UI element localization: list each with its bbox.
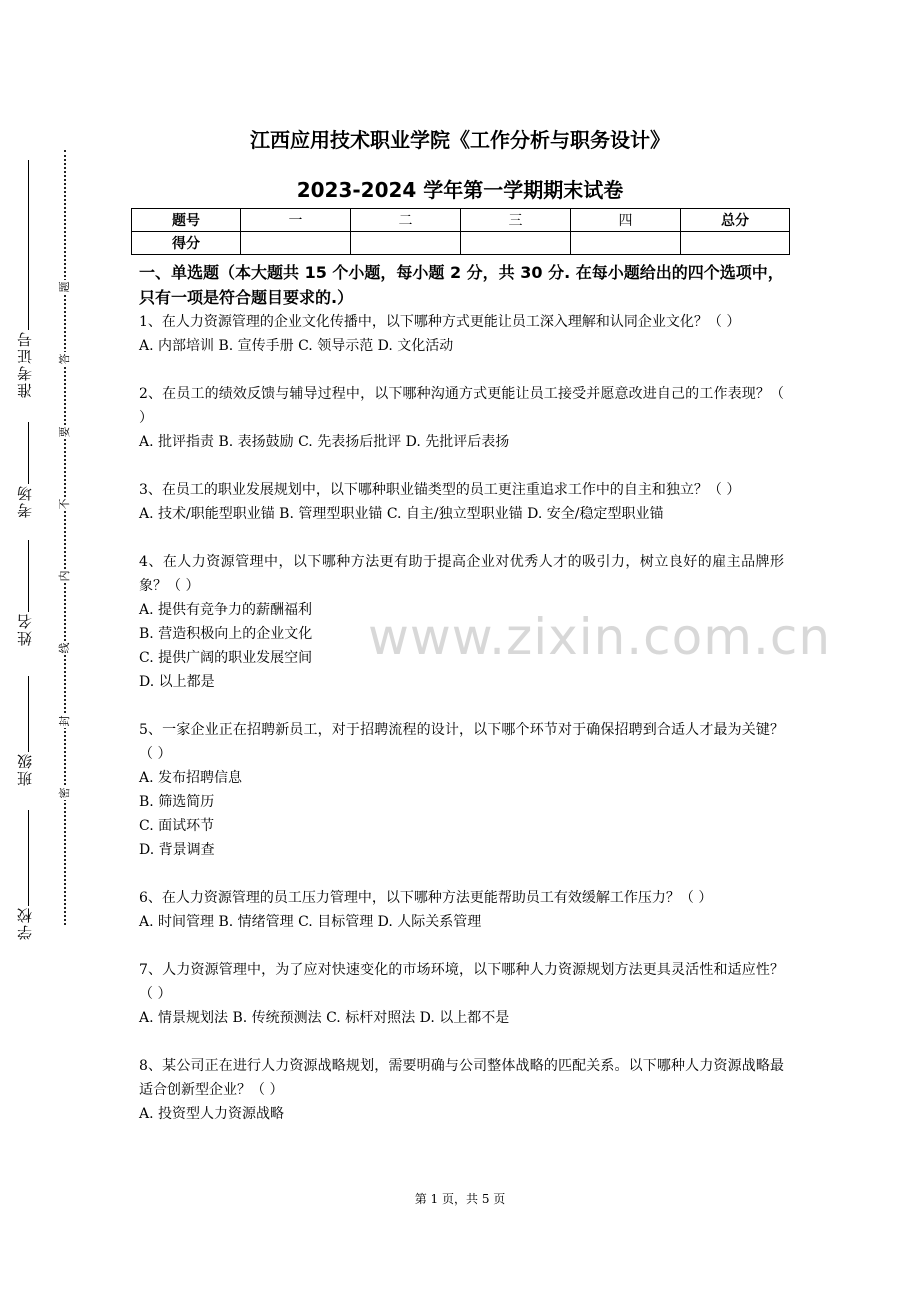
exam-number-label: 准考证号 <box>16 330 34 398</box>
question-stem: 7、人力资源管理中，为了应对快速变化的市场环境，以下哪种人力资源规划方法更具灵活性和适应性？（ ） <box>139 962 784 1002</box>
score-cell[interactable] <box>241 232 351 255</box>
question <box>139 718 784 862</box>
seal-word: 封 <box>58 715 71 727</box>
exam-title: 江西应用技术职业学院《工作分析与职务设计》 <box>250 128 670 152</box>
question-stem: 2、在员工的绩效反馈与辅导过程中，以下哪种沟通方式更能让员工接受并愿意改进自己的工作表现？（ ） <box>139 386 784 426</box>
seal-word: 内 <box>58 570 71 582</box>
score-cell[interactable] <box>681 232 790 255</box>
seal-word: 题 <box>58 281 71 293</box>
question-stem: 4、在人力资源管理中，以下哪种方法更有助于提高企业对优秀人才的吸引力，树立良好的雇主品牌形象？（ ） <box>139 554 784 594</box>
page-footer: 第 1 页，共 5 页 <box>414 1192 506 1206</box>
class-field[interactable] <box>14 676 35 786</box>
score-table-header-row <box>132 209 790 232</box>
question <box>139 382 784 454</box>
seal-word: 线 <box>58 642 71 654</box>
class-underline <box>28 676 29 752</box>
school-label: 学校 <box>16 906 34 940</box>
question-options: A. 时间管理 B. 情绪管理 C. 目标管理 D. 人际关系管理 <box>139 914 482 930</box>
question-stem: 1、在人力资源管理的企业文化传播中，以下哪种方式更能让员工深入理解和认同企业文化？（ ） <box>139 314 741 330</box>
seal-word: 要 <box>58 426 71 438</box>
class-label: 班级 <box>16 752 34 786</box>
exam-subtitle: 2023-2024 学年第一学期期末试卷 <box>296 178 624 202</box>
score-table-score-row <box>132 232 790 255</box>
question-option: A. 发布招聘信息 <box>139 770 243 786</box>
school-field[interactable] <box>14 810 35 940</box>
question-stem: 3、在员工的职业发展规划中，以下哪种职业锚类型的员工更注重追求工作中的自主和独立？（ ） <box>139 482 741 498</box>
school-underline <box>28 810 29 906</box>
exam-room-underline <box>28 422 29 484</box>
question-options: A. 批评指责 B. 表扬鼓励 C. 先表扬后批评 D. 先批评后表扬 <box>139 434 510 450</box>
header-cell: 三 <box>461 209 571 232</box>
score-cell[interactable] <box>461 232 571 255</box>
question <box>139 478 784 526</box>
exam-room-label: 考场 <box>16 484 34 518</box>
section-heading: 一、单选题（本大题共 15 个小题，每小题 2 分，共 30 分. 在每小题给出的四个选项中，只有一项是符合题目要求的.） <box>139 263 784 307</box>
question-options: A. 内部培训 B. 宣传手册 C. 领导示范 D. 文化活动 <box>139 338 454 354</box>
binding-seal-words <box>58 280 72 800</box>
question-option: C. 面试环节 <box>139 818 215 834</box>
watermark: www.zixin.com.cn <box>368 608 832 666</box>
question <box>139 958 784 1030</box>
name-label: 姓名 <box>16 612 34 646</box>
question <box>139 550 784 694</box>
exam-room-field[interactable] <box>14 422 35 518</box>
header-cell: 总分 <box>681 209 790 232</box>
question-stem: 8、某公司正在进行人力资源战略规划，需要明确与公司整体战略的匹配关系。以下哪种人力资源战略最适合创新型企业？（ ） <box>139 1058 784 1098</box>
question <box>139 886 784 934</box>
question <box>139 1054 784 1126</box>
question-option: D. 以上都是 <box>139 674 215 690</box>
score-cell[interactable] <box>351 232 461 255</box>
exam-content <box>139 260 784 1126</box>
question-option: A. 提供有竞争力的薪酬福利 <box>139 602 313 618</box>
header-cell: 一 <box>241 209 351 232</box>
score-table <box>131 208 790 255</box>
question-options: A. 情景规划法 B. 传统预测法 C. 标杆对照法 D. 以上都不是 <box>139 1010 510 1026</box>
seal-word: 不 <box>58 498 71 510</box>
name-field[interactable] <box>14 540 35 646</box>
header-cell: 四 <box>571 209 681 232</box>
seal-word: 密 <box>58 787 71 799</box>
question-option: B. 筛选简历 <box>139 794 215 810</box>
question-options: A. 技术/职能型职业锚 B. 管理型职业锚 C. 自主/独立型职业锚 D. 安全/稳定型职业锚 <box>139 506 664 522</box>
score-row-label: 得分 <box>132 232 241 255</box>
question-stem: 5、一家企业正在招聘新员工，对于招聘流程的设计，以下哪个环节对于确保招聘到合适人才最为关键？（ ） <box>139 722 784 762</box>
question <box>139 310 784 358</box>
question-option: C. 提供广阔的职业发展空间 <box>139 650 313 666</box>
question-stem: 6、在人力资源管理的员工压力管理中，以下哪种方法更能帮助员工有效缓解工作压力？（ ） <box>139 890 713 906</box>
name-underline <box>28 540 29 612</box>
score-cell[interactable] <box>571 232 681 255</box>
header-cell: 题号 <box>132 209 241 232</box>
header-cell: 二 <box>351 209 461 232</box>
question-option: A. 投资型人力资源战略 <box>139 1106 285 1122</box>
question-option: D. 背景调查 <box>139 842 215 858</box>
seal-word: 答 <box>58 353 71 365</box>
question-option: B. 营造积极向上的企业文化 <box>139 626 313 642</box>
